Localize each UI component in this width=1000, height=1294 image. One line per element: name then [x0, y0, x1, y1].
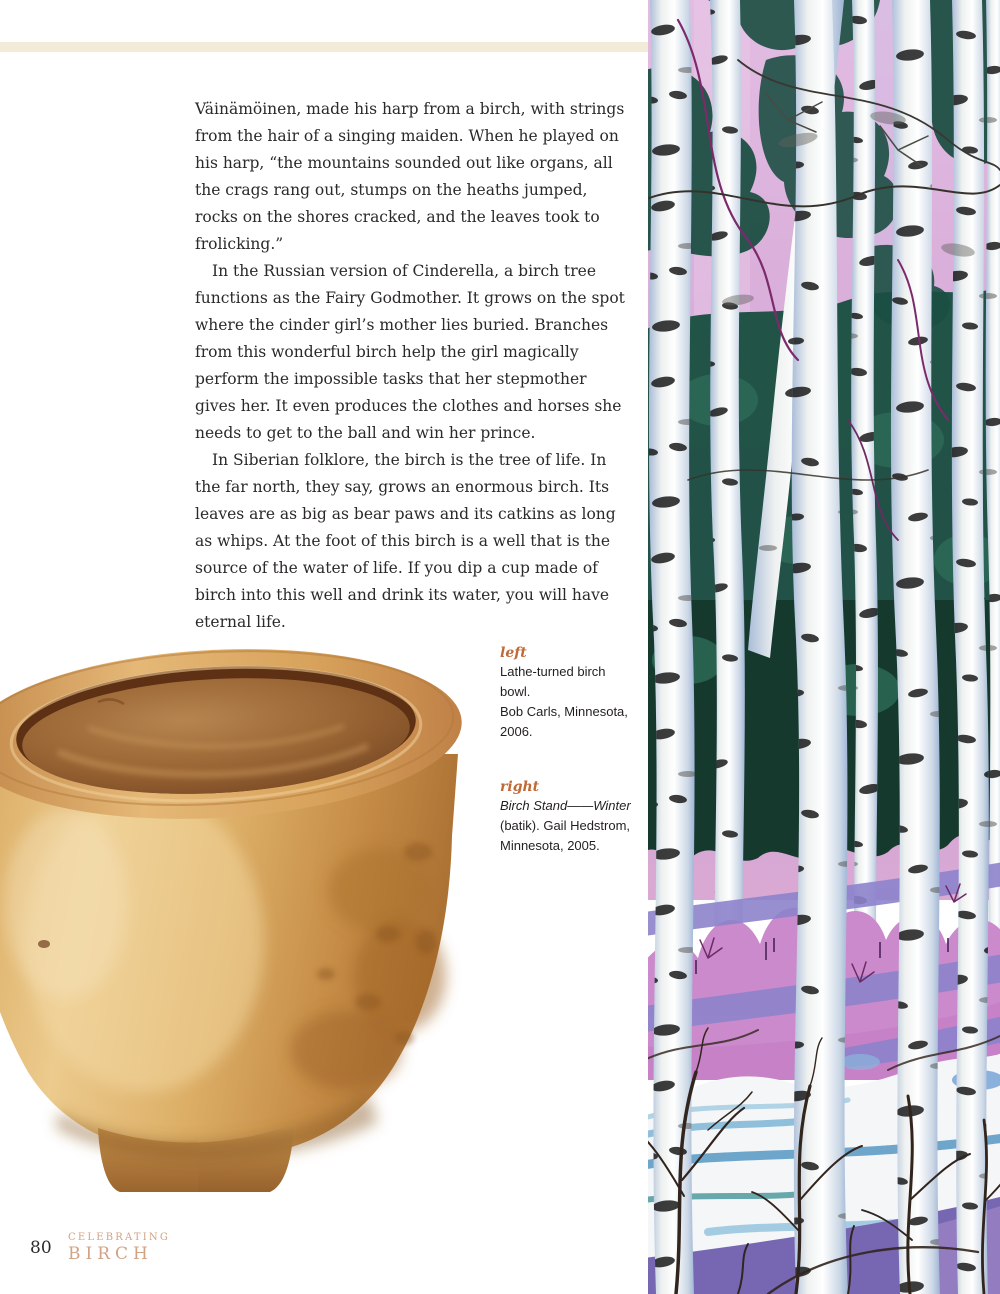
caption-left-line1: Lathe-turned birch bowl.	[500, 664, 606, 699]
book-title-footer	[68, 1232, 170, 1264]
page-number: 80	[30, 1238, 52, 1258]
caption-column	[500, 644, 638, 856]
paragraph-cinderella: In the Russian version of Cinderella, a birch tree functions as the Fairy Godmother. It grows on the spot where the cinder girl’s mother lies buried. Branches from this wonderful birch help the girl magically perform the impossible tasks that her stepmother gives her. It even produces the clothes and horses she needs to get to the ball and win her prince.	[195, 262, 625, 442]
caption-right-title: Birch Stand——Winter	[500, 798, 631, 813]
caption-right	[500, 778, 638, 856]
bowl-photo	[0, 642, 472, 1194]
caption-left	[500, 644, 638, 742]
book-title-line2: BIRCH	[68, 1244, 153, 1264]
body-text	[195, 96, 627, 636]
paragraph-siberian: In Siberian folklore, the birch is the tree of life. In the far north, they say, grows an enormous birch. Its leaves are as big as bear paws and its catkins as long as whips. At the foot of this birch is a well that is the source of the water of life. If you dip a cup made of birch into this well and drink its water, you will have eternal life.	[195, 451, 616, 631]
caption-right-line1: (batik). Gail Hedstrom,	[500, 818, 631, 833]
header-rule	[0, 42, 648, 52]
paragraph-vainamoinen: Väinämöinen, made his harp from a birch, with strings from the hair of a singing maiden. When he played on his harp, “the mountains sounded out like organs, all the crags rang out, stumps on the heaths jumped, rocks on the shores cracked, and the leaves took to frolicking.”	[195, 100, 625, 253]
caption-right-line2: Minnesota, 2005.	[500, 838, 600, 853]
caption-left-line2: Bob Carls, Minnesota, 2006.	[500, 704, 628, 739]
caption-right-label: right	[500, 779, 540, 795]
book-title-line1: CELEBRATING	[68, 1232, 171, 1243]
painting-birch-stand-winter	[648, 0, 1000, 1294]
caption-left-label: left	[500, 645, 527, 661]
